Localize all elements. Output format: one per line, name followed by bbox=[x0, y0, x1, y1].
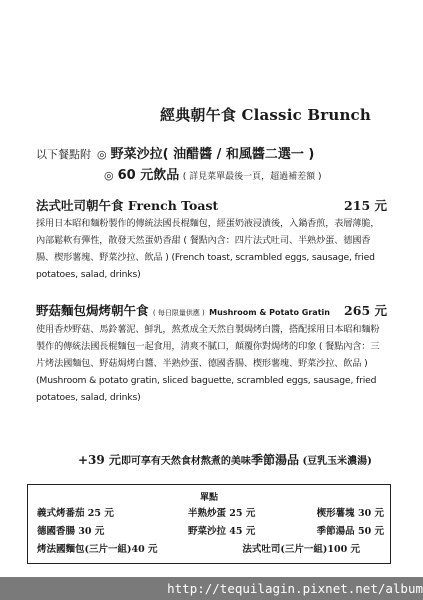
item-french-toast-header bbox=[36, 196, 387, 214]
alacarte-title: 單點 bbox=[199, 493, 218, 503]
item-french-toast-description: 採用日本昭和麵粉製作的傳統法國長棍麵包，經蛋奶液浸漬後，入鍋香煎，表層薄脆，內部鬆軟有彈性，散發天然蛋奶香甜 ( 餐點內含：四片法式吐司、半熟炒蛋、德國香腸、楔形薯塊、野菜沙拉、飲品 ) (French toast, scrambled eggs, sausage, fried potatoes, salad, drinks) bbox=[36, 218, 380, 280]
soup-note: (豆乳玉米濃湯) bbox=[302, 456, 372, 467]
page-title: 經典朝午食 Classic Brunch bbox=[160, 106, 371, 124]
includes-drink-note: ( 詳見菜單最後一頁，超過補差額 ) bbox=[182, 172, 322, 182]
item-mushroom-gratin-header bbox=[36, 301, 387, 319]
includes-salad-note: ( 油醋醬 / 和風醬二選一 ) bbox=[162, 147, 315, 162]
alacarte-item: 義式烤番茄 25 元 bbox=[37, 508, 114, 519]
includes-row-salad bbox=[36, 143, 314, 162]
watermark-url: http://tequilagin.pixnet.net/album bbox=[0, 577, 423, 600]
includes-drink: 60 元飲品 bbox=[117, 168, 180, 183]
alacarte-item: 德國香腸 30 元 bbox=[37, 526, 105, 537]
item-mushroom-gratin-description: 使用香炒野菇、馬鈴薯泥、鮮乳，熬煮成全天然自製焗烤白醬，搭配採用日本昭和麵粉製作的傳統法國長棍麵包一起食用，清爽不膩口，顛覆你對焗烤的印象 ( 餐點內含：三片烤法國麵包、野菇焗烤白醬、半熟炒蛋、德國香腸、楔形薯塊、野菜沙拉、飲品 ) (Mushroom & potato gratin, sliced baguette, scrambled eggs, sausage, fried potatoes, salad, drinks) bbox=[36, 324, 380, 403]
alacarte-item: 野菜沙拉 45 元 bbox=[188, 526, 256, 537]
alacarte-item: 法式吐司(三片一組)100 元 bbox=[242, 544, 360, 555]
item-price: 215 元 bbox=[344, 198, 387, 213]
item-price: 265 元 bbox=[344, 303, 387, 318]
alacarte-item: 半熟炒蛋 25 元 bbox=[188, 508, 256, 519]
soup-highlight: 季節湯品 bbox=[250, 453, 299, 467]
circle-bullet-icon: ◎ bbox=[104, 169, 114, 182]
includes-row-drink bbox=[98, 164, 321, 183]
item-name: 法式吐司朝午食 French Toast bbox=[36, 198, 219, 213]
alacarte-item: 楔形薯塊 30 元 bbox=[316, 508, 384, 519]
alacarte-item: 季節湯品 50 元 bbox=[316, 526, 384, 537]
includes-salad: 野菜沙拉 bbox=[110, 147, 163, 162]
item-limited-note: ( 每日限量供應 ) bbox=[152, 309, 205, 317]
soup-amount: +39 元 bbox=[78, 453, 121, 467]
circle-bullet-icon: ◎ bbox=[97, 148, 107, 161]
item-name: 野菇麵包焗烤朝午食 bbox=[36, 303, 149, 318]
soup-text: 即可享有天然食材熬煮的美味 bbox=[120, 456, 251, 467]
item-name-english: Mushroom & Potato Gratin bbox=[209, 308, 330, 317]
alacarte-item: 烤法國麵包(三片一組)40 元 bbox=[37, 544, 158, 555]
soup-upgrade-line bbox=[78, 451, 372, 468]
alacarte-box bbox=[27, 484, 391, 564]
includes-prefix: 以下餐點附 bbox=[36, 148, 91, 161]
